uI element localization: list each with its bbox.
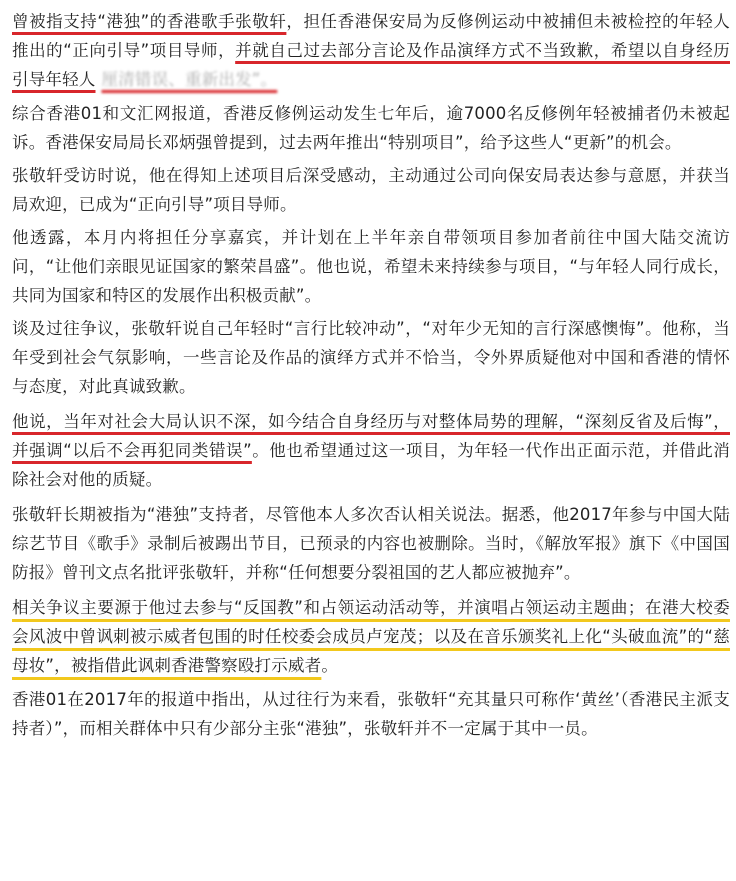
blurred-text-segment: 厘清错误、重新出发”。	[101, 70, 278, 89]
paragraph: 他透露，本月内将担任分享嘉宾，并计划在上半年亲自带领项目参加者前往中国大陆交流访问，“让他们亲眼见证国家的繁荣昌盛”。他也说，希望未来持续参与项目，“与年轻人同行成长，共同为国家和特区的发展作出积极贡献”。	[12, 228, 730, 305]
text-segment: ，担任香港保安局为反修例运动中被捕但未被检控的年轻人推出的“正向引导”项目导师，	[12, 12, 730, 60]
underlined-phrase: 相关争议主要源于他过去参与“反国教”和占领运动活动等，并演唱占领运动主题曲；在港大校委会风波中曾讽刺被示威者包围的时任校委会成员卢宠茂；以及在音乐颁奖礼上化“头破血流”的“慈母妆”，被指借此讽刺香港警察殴打示威者	[12, 598, 730, 675]
underlined-phrase: 曾被指支持“港独”的香港歌手张敬轩	[12, 12, 287, 31]
paragraph: 香港01在2017年的报道中指出，从过往行为来看，张敬轩“充其量只可称作‘黄丝’（香港民主派支持者）”，而相关群体中只有少部分主张“港独”，张敬轩并不一定属于其中一员。	[12, 690, 730, 738]
paragraph	[12, 593, 730, 680]
paragraph-lead	[12, 7, 730, 94]
text-segment: 。	[321, 656, 339, 675]
paragraph	[12, 407, 730, 494]
text-segment: 。他也希望通过这一项目，为年轻一代作出正面示范，并借此消除社会对他的质疑。	[12, 441, 730, 489]
paragraph: 张敬轩受访时说，他在得知上述项目后深受感动，主动通过公司向保安局表达参与意愿，并获当局欢迎，已成为“正向引导”项目导师。	[12, 166, 730, 214]
text-segment: 并就自己过去部分言论及作品演绎方式不当致歉，希望以自身经历引导年轻人	[12, 41, 730, 89]
underlined-phrase: 他说，当年对社会大局认识不深，如今结合自身经历与对整体局势的理解，“深刻反省及后悔”，并强调“以后不会再犯同类错误”	[12, 412, 730, 460]
paragraph: 谈及过往争议，张敬轩说自己年轻时“言行比较冲动”，“对年少无知的言行深感懊悔”。他称，当年受到社会气氛影响，一些言论及作品的演绎方式并不恰当，令外界质疑他对中国和香港的情怀与态度，对此真诚致歉。	[12, 319, 730, 396]
paragraph: 张敬轩长期被指为“港独”支持者，尽管他本人多次否认相关说法。据悉，他2017年参与中国大陆综艺节目《歌手》录制后被踢出节目，已预录的内容也被删除。当时，《解放军报》旗下《中国国防报》曾刊文点名批评张敬轩，并称“任何想要分裂祖国的艺人都应被抛弃”。	[12, 505, 730, 582]
article-body	[0, 7, 736, 881]
paragraph: 综合香港01和文汇网报道，香港反修例运动发生七年后，逾7000名反修例年轻被捕者仍未被起诉。香港保安局局长邓炳强曾提到，过去两年推出“特别项目”，给予这些人“更新”的机会。	[12, 104, 730, 152]
